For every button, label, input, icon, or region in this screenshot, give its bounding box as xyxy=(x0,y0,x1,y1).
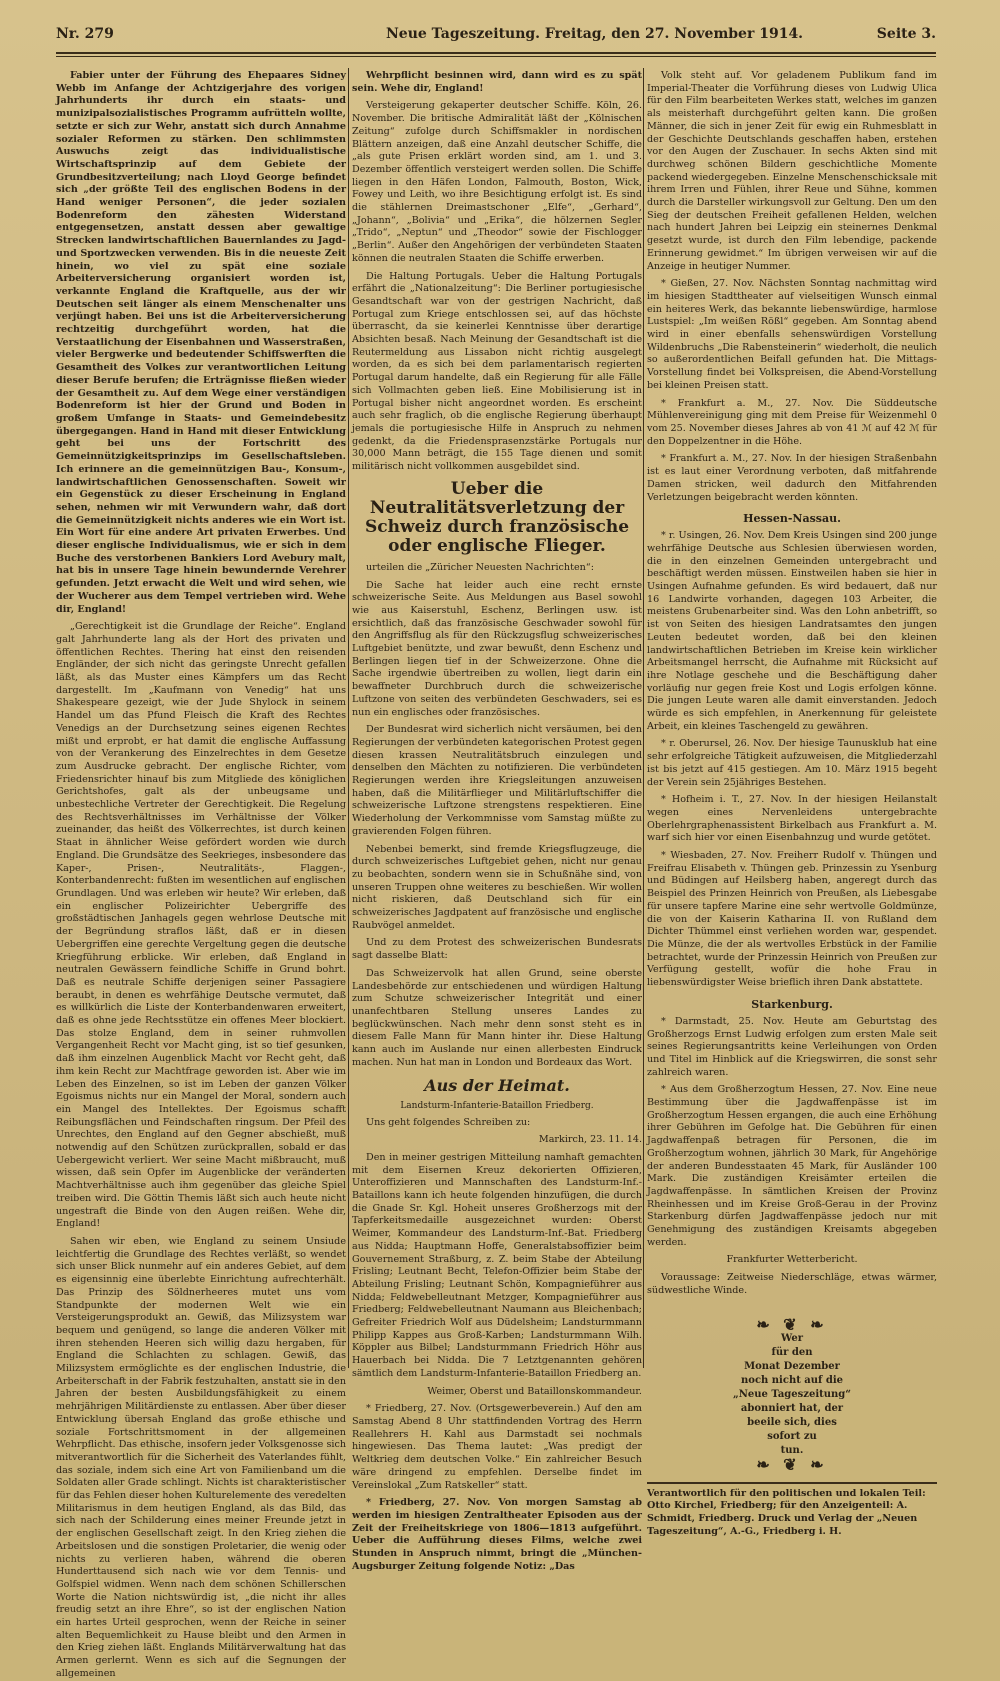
news-item-giessen: * Gießen, 27. Nov. Nächsten Sonntag nachmittag wird im hiesigen Stadttheater auf vielseitigen Wunsch einmal ein heiteres Werk, das bekannte liebenswürdige, harmlose Lustspiel: „Im weißen Rößl“ gegeben. Am Sonntag abend wird in einer ebenfalls sehenswürdigen Vorstellung Wildenbruchs „Die Rabensteinerin“ wiederholt, die neulich so außerordentlichen Beifall gefunden hat. Die Mittags-Vorstellung findet bei Volkspreisen, die Abend-Vorstellung bei kleinen Preisen statt. xyxy=(647,278,937,391)
article-paragraph: urteilen die „Züricher Neuesten Nachrichten“: xyxy=(366,561,594,573)
subscription-notice xyxy=(687,1314,897,1474)
masthead xyxy=(56,20,936,48)
article-paragraph: Und zu dem Protest des schweizerischen Bundesrats sagt dasselbe Blatt: xyxy=(352,937,642,962)
news-item-portugal: Die Haltung Portugals. Ueber die Haltung Portugals erfährt die „Nationalzeitung“: Die Berliner portugiesische Gesandtschaft war von der gestrigen Nachricht, daß Portugal zum Kriege entschlossen sei, auf das höchste überrascht, da sie keinerlei Kenntnisse über derartige Absichten besaß. Nach Meinung der Gesandtschaft ist die Reutermeldung aus Lissabon nicht richtig ausgelegt worden, da es sich bei dem parlamentarisch regierten Portugal darum handelte, daß ein Regierung für alle Fälle sich Vollmachten geben ließ. Eine Mobilisierung ist in Portugal bisher nicht angeordnet worden. Es erscheint auch sehr fraglich, ob die englische Regierung überhaupt jemals die portugiesische Hilfe in Anspruch zu nehmen gedenkt, da die Friedensprasenzstärke Portugals nur 30,000 Mann beträgt, die 155 Tage dienen und somit militärisch nicht vollkommen ausgebildet sind. xyxy=(352,270,642,473)
news-item-auction: Versteigerung gekaperter deutscher Schiffe. Köln, 26. November. Die britische Admiralität läßt der „Kölnischen Zeitung“ zufolge durch Schiffsmakler in nordischen Blättern anzeigen, daß eine Anzahl deutscher Schiffe, die „als gute Prisen erklärt worden sind, am 1. und 3. Dezember öffentlich versteigert werden sollen. Die Schiffe liegen in den Häfen London, Falmouth, Boston, Wick, Fowey und Leith, wo ihre Besichtigung erfolgt ist. Es sind die stählernen Dreimastschoner „Elfe“, „Gerhard“, „Johann“, „Bolivia“ und „Erika“, die hölzernen Segler „Trido“, „Neptun“ und „Theodor“ sowie der Fischlogger „Berlin“. Außer den Angehörigen der verbündeten Staaten können die neutralen Staaten die Schiffe erwerben. xyxy=(352,100,642,264)
notice-line: sofort zu xyxy=(767,1430,817,1442)
news-item-hofheim: * Hofheim i. T., 27. Nov. In der hiesigen Heilanstalt wegen eines Nervenleidens untergebrachte Oberlehrgraphenassistent Birkelbach aus Frankfurt a. M. warf sich hier vor einen Eisenbahnzug und wurde getötet. xyxy=(647,794,937,844)
article-paragraph: Den in meiner gestrigen Mitteilung namhaft gemachten mit dem Eisernen Kreuz dekorierten Offizieren, Unteroffizieren und Mannschaften des Landsturm-Inf.-Bataillons kann ich heute folgenden hinzufügen, die durch die Gnade Sr. Kgl. Hoheit unseres Großherzogs mit der Tapferkeitsmedaille ausgezeichnet wurden: Oberst Weimer, Kommandeur des Landsturm-Inf.-Bat. Friedberg aus Nidda; Hauptmann Hoffe, Generalstabsoffizier beim Gouvernement Straßburg, z. Z. beim Stabe der Abteilung Frisling; Leutnant Becht, Telefon-Offizier beim Stabe der Abteilung Frisling; Leutnant Schön, Kompagnieführer aus Nidda; Feldwebelleutnant Metzger, Kompagnieführer aus Friedberg; Feldwebelleutnant Naumann aus Bleichenbach; Gefreiter Friedrich Wolf aus Düdelsheim; Landsturmmann Philipp Kappes aus Groß-Karben; Landsturmmann Wilh. Köppler aus Bilbel; Landsturmmann Friedrich Höhr aus Hauerbach bei Nidda. Die 7 Letztgenannten gehören sämtlich dem Landsturm-Infanterie-Bataillon Friedberg an. xyxy=(352,1151,642,1379)
notice-line: Wer xyxy=(780,1332,804,1344)
notice-line: Monat Dezember xyxy=(744,1360,840,1372)
article-paragraph: Das Schweizervolk hat allen Grund, seine oberste Landesbehörde zur entschiedenen und würdigen Haltung zum Schutze schweizerischer Integrität und einer unanfechtbaren Stellung unseres Landes zu beglückwünschen. Nach mehr denn sonst steht es in diesem Falle Mann für Mann hinter ihr. Diese Haltung kann auch im Auslande nur einen allerbesten Eindruck machen. Nun hat man in London und Bordeaux das Wort. xyxy=(352,967,642,1068)
news-item-usingen: * r. Usingen, 26. Nov. Dem Kreis Usingen sind 200 junge wehrfähige Deutsche aus Schlesien überwiesen worden, die in den einzelnen Gemeinden untergebracht und beschäftigt werden müssen. Einstweilen haben sie hier in Usingen Aufnahme gefunden. Es wird bedauert, daß nur 16 Landwirte vorhanden, dagegen 103 Arbeiter, die meistens Grubenarbeiter sind. Was den Lohn anbetrifft, so ist von Seiten des hiesigen Landratsamtes den jungen Leuten bedeutet worden, daß bei den kleinen landwirtschaftlichen Betrieben im Kreise kein wirklicher Arbeitsmangel herrscht, die Aufnahme mit Rücksicht auf ihre Notlage geschehe und die Beschäftigung daher vorläufig nur gegen freie Kost und Logis erfolgen könne. Die jungen Leute waren alle damit einverstanden. Jedoch würde es sich empfehlen, in Anerkennung für geleistete Arbeit, ein kleines Taschengeld zu gewähren. xyxy=(647,530,937,732)
masthead-rule-thin xyxy=(56,56,936,57)
news-item-wiesbaden: * Wiesbaden, 27. Nov. Freiherr Rudolf v. Thüngen und Freifrau Elisabeth v. Thüngen geb. Prinzessin zu Ysenburg und Büdingen auf Heilsberg haben, angeregt durch das Beispiel des Prinzen Heinrich von Preußen, als Liebesgabe für unsere tapfere Marine eine sehr wertvolle Goldmünze, die von der Kaiserin Katharina II. von Rußland dem Dichter Thümmel einst verliehen worden war, gespendet. Die Münze, die der als wertvolles Erbstück in der Familie betrachtet, wurde der Prinzessin Heinrich von Preußen zur Verfügung gestellt, wofür die hohe Frau in liebenswürdigster Weise brieflich ihren Dank abstattete. xyxy=(647,850,937,989)
page-number: Seite 3. xyxy=(876,26,936,42)
signature: Weimer, Oberst und Bataillonskommandeur. xyxy=(427,1385,642,1397)
article-paragraph: Fabier unter der Führung des Ehepaares Sidney Webb im Anfange der Achtzigerjahre des vorigen Jahrhunderts ihr durch ein staats- und munizipalsozialistisches Programm aufrütteln wollte, setzte er sich zur Wehr, anstatt sich durch Annahme sozialer Reformen zu stärken. Den schlimmsten Auswuchs zeigt das individualistische Wirtschaftsprinzip auf dem Gebiete der Grundbesitzverteilung; nach Lloyd George befindet sich „der größte Teil des englischen Bodens in der Hand weniger Personen“, die jeder sozialen Bodenreform den zähesten Widerstand entgegensetzen, anstatt dessen aber gewaltige Strecken landwirtschaftlichen Bauernlandes zu Jagd- und Sportzwecken verwenden. Bis in die neueste Zeit hinein, wo viel zu spät eine soziale Arbeiterversicherung organisiert worden ist, verkannte England die Kraftquelle, aus der wir Deutschen seit länger als einem Menschenalter uns verjüngt haben. Bei uns ist die Arbeiterversicherung rechtzeitig durchgeführt worden, hat die Verstaatlichung der Eisenbahnen und Wasserstraßen, vieler Bergwerke und bedeutender Schiffswerften die Gesamtheit des Volkes zur verantwortlichen Leitung dieser Berufe berufen; die Erträgnisse fließen wieder der Gesamtheit zu. Auf dem Wege einer verständigen Bodenreform ist hier der Grund und Boden in großem Umfange in Staats- und Gemeindebesitz übergegangen. Hand in Hand mit dieser Entwicklung geht bei uns der Fortschritt des Gemeinnützigkeitsprinzips im Gesellschaftsleben. Ich erinnere an die gemeinnützigen Bau-, Konsum-, landwirtschaftlichen Genossenschaften. Soweit wir ein Gegenstück zu dieser Erscheinung in England sehen, nehmen wir mit Verwundern wahr, daß dort die Gemeinnützigkeit nichts anderes wie ein Wort ist. Ein Wort für eine andere Art privaten Erwerbes. Und dieser englische Individualismus, wie er sich in dem Buche des verstorbenen Bankiers Lord Avebury malt, hat bis in unsere Tage hinein bewundernde Verehrer gefunden. Jetzt erwacht die Welt und wird sehen, wie der Wucherer aus dem Tempel vertrieben wird. Wehe dir, England! xyxy=(56,70,346,615)
article-paragraph: Die Sache hat leider auch eine recht ernste schweizerische Seite. Aus Meldungen aus Basel sowohl wie aus Kaiserstuhl, Eschenz, Berlingen usw. ist ersichtlich, daß das französische Geschwader sowohl für den Angriffsflug als für den Rückzugsflug schweizerisches Luftgebiet benützte, und zwar bewußt, denn Eschenz und Berlingen liegen tief in der Schweizerzone. Ohne die Sache irgendwie übertreiben zu wollen, liegt darin ein bewaffneter Durchbruch durch die schweizerische Luftzone von seiten des verbündeten Geschwaders, sei es nun ein englisches oder französisches. xyxy=(352,579,642,718)
notice-line: beeile sich, dies xyxy=(747,1416,837,1428)
article-paragraph: Sahen wir eben, wie England zu seinem Unsiude leichtfertig die Grundlage des Rechtes verläßt, so wendet sich unser Blick nunmehr auf ein anderes Gebiet, auf dem es eigensinnig eine überlebte Einrichtung aufrechterhält. Das Prinzip des Söldnerheeres mutet uns vom Standpunkte der modernen Welt wie ein Versteigerungsprodukt an. Gewiß, das Milizsystem war bequem und genügend, so lange die anderen Völker mit ihren stehenden Heeren sich willig dazu hergaben, für England die Schlachten zu schlagen. Gewiß, das Milizsystem ermöglichte es der englischen Industrie, die Arbeiterschaft in der Fabrik festzuhalten, anstatt sie in den Jahren der besten Ausbildungsfähigkeit zu einem mehrjährigen Militärdienste zu entlassen. Aber über dieser Entwicklung übersah England das große ethische und soziale Fortschrittsmoment in der allgemeinen Wehrpflicht. Das ethische, insofern jeder Volksgenosse sich mitverantwortlich für die Sicherheit des Vaterlandes fühlt, das soziale, indem sich eine Art von Familienband um die Soldaten aller Grade schlingt. Nichts ist charakteristischer für das Fehlen dieser hohen Kulturelemente des veredelten Militarismus in dem heutigen England, als das Bild, das sich nach der Schilderung eines meiner Freunde jetzt in der englischen Gesellschaft zeigt. In den Krieg ziehen die Arbeitslosen und die sonstigen Proletarier, die wenig oder nichts zu verlieren haben, während die oberen Hunderttausend sich nach wie vor dem Tennis- und Golfspiel widmen. Wenn nach dem schönen Schillerschen Worte die Nation nichtswürdig ist, „die nicht ihr alles freudig setzt an ihre Ehre“, so ist der englischen Nation ein hartes Urteil gesprochen, wenn der Reiche in seiner alten Bequemlichkeit zu Hause bleibt und den Armen in den Krieg ziehen läßt. Englands Militärverwaltung hat das Armen gerlernt. Wenn es sich auf die Segnungen der allgemeinen xyxy=(56,1235,346,1679)
issue-number: Nr. 279 xyxy=(56,26,114,42)
column-2 xyxy=(352,70,643,1572)
notice-line: abonniert hat, der xyxy=(740,1402,844,1414)
section-subheading: Landsturm-Infanterie-Bataillon Friedberg. xyxy=(400,1100,594,1111)
article-paragraph: „Gerechtigkeit ist die Grundlage der Reiche“. England galt Jahrhunderte lang als der Hort des privaten und öffentlichen Rechtes. Thering hat einst den reisenden Engländer, der sich nicht das geringste Unrecht gefallen läßt, als das Muster eines Kämpfers um das Recht dargestellt. Im „Kaufmann von Venedig“ hat uns Shakespeare gezeigt, wie der Jude Shylock in seinem Handel um das Pfund Fleisch die Kraft des Rechtes Venedigs an der Durchsetzung seines eigenen Rechtes mißt und erprobt, er hat damit die englische Auffassung von der Verankerung des Einzelrechtes in dem Gesetze zum Ausdrucke gebracht. Der englische Richter, vom Friedensrichter hinauf bis zum Mitgliede des königlichen Gerichtshofes, galt als der unbeugsame und unbestechliche Vertreter der Gerechtigkeit. Die Regelung des Rechtsverhältnisses im Verhältnisse der Völker zueinander, das heißt des Völkerrechtes, ist durch keinen Staat in ähnlicher Weise gefördert worden wie durch England. Die Grundsätze des Seekrieges, insbesondere das Kaper-, Prisen-, Neutralitäts-, Flaggen-, Konterbandenrecht: fußten im wesentlichen auf englischen Grundlagen. Und was erleben wir heute? Wir erleben, daß ein englischer Polizeirichter Uebergriffe des großstädtischen Janhagels gegen wehrlose Deutsche mit der Begründung straflos läßt, daß er in diesen Uebergriffen eine gerechte Vergeltung gegen die deutsche Kriegführung erblicke. Wir erleben, daß England in neutralen Gewässern feindliche Schiffe in Grund bohrt. Daß es neutrale Schiffe derjenigen seiner Passagiere beraubt, in denen es wehrfähige Deutsche vermutet, daß es willkürlich die Liste der Konterbandenwaren erweitert, daß es ohne jede Rechtsstütze ein offenes Meer blockiert. Das stolze England, dem in seiner ruhmvollen Vergangenheit Recht vor Macht ging, ist so tief gesunken, daß ihm einzelnen Augenblick Macht vor Recht geht, daß ihm kein Recht zur Machtfrage geworden ist. Aber wie im Leben des Einzelnen, so ist im Leben der ganzen Völker Egoismus nichts nur ein Mangel der Moral, sondern auch ein Mangel des Intellektes. Der Egoismus schafft Reibungsflächen und Feindschaften ringsum. Der Pfeil des Unrechtes, den England auf den Gegner abschießt, muß notwendig auf den Schützen zurückprallen, sobald er das Uebergewicht verliert. Wer seine Macht mißbraucht, muß wissen, daß sein Opfer im Augenblicke der veränderten Machtverhältnisse auch ihm gegenüber das gleiche Spiel treiben wird. Die Göttin Themis läßt sich auch heute nicht ungestraft die Binde von den Augen reißen. Wehe dir, England! xyxy=(56,621,346,1230)
section-heading-starkenburg: Starkenburg. xyxy=(751,997,833,1011)
imprint: Verantwortlich für den politischen und lokalen Teil: Otto Kirchel, Friedberg; für den Anzeigenteil: A. Schmidt, Friedberg. Druck und Verlag der „Neuen Tageszeitung“, A.-G., Friedberg i. H. xyxy=(647,1482,937,1539)
notice-line: tun. xyxy=(780,1444,804,1456)
news-item-hessen: * Aus dem Großherzogtum Hessen, 27. Nov. Eine neue Bestimmung über die Jagdwaffenpässe ist im Großherzogtum Hessen ergangen, die auch eine Erhöhung ihrer Gebühren im Gefolge hat. Die Gebühren für einen Jagdwaffenpaß betragen für Personen, die im Großherzogtum wohnen, jährlich 30 Mark, für Angehörige der anderen Bundesstaaten 45 Mark, für Ausländer 100 Mark. Die zuständigen Kreisämter erteilen die Jagdwaffenpässe. In sämtlichen Kreisen der Provinz Rheinhessen und im Kreise Groß-Gerau in der Provinz Starkenburg dürfen Jagdwaffenpässe jedoch nur mit Genehmigung des zuständigen Kreisamts abgegeben werden. xyxy=(647,1084,937,1248)
headline-neutrality: Ueber die Neutralitätsverletzung der Schweiz durch französische oder englische Flieger. xyxy=(364,478,630,556)
article-paragraph: Wehrpflicht besinnen wird, dann wird es zu spät sein. Wehe dir, England! xyxy=(352,70,642,94)
notice-line: für den xyxy=(771,1346,813,1358)
article-paragraph: Nebenbei bemerkt, sind fremde Kriegsflugzeuge, die durch schweizerisches Luftgebiet gehen, nicht nur genau zu beobachten, sondern wenn sie in Schußnähe sind, von unseren Truppen ohne weiteres zu beschießen. Wir wollen nicht riskieren, daß Deutschland sich für ein schweizerisches Jagdpatent auf französische und englische Raubvögel anmeldet. xyxy=(352,843,642,931)
ornament-top-icon: ❧ ❦ ❧ xyxy=(756,1314,828,1334)
news-item-friedberg: * Friedberg, 27. Nov. (Ortsgewerbeverein.) Auf den am Samstag Abend 8 Uhr stattfindenden Vortrag des Herrn Reallehrers H. Kahl aus Darmstadt sei nochmals hingewiesen. Das Thema lautet: „Was predigt der Weltkrieg dem deutschen Volke.“ Ein zahlreicher Besuch wäre dringend zu empfehlen. Derselbe findet im Vereinslokal „Zum Ratskeller“ statt. xyxy=(352,1403,642,1491)
news-item-frankfurt-1: * Frankfurt a. M., 27. Nov. Die Süddeutsche Mühlenvereinigung ging mit dem Preise für Weizenmehl 0 vom 25. November dieses Jahres ab von 41 ℳ auf 42 ℳ für den Doppelzentner in die Höhe. xyxy=(647,397,937,447)
article-paragraph: Uns geht folgendes Schreiben zu: xyxy=(366,1116,531,1128)
news-item-friedberg-theater: * Friedberg, 27. Nov. Von morgen Samstag ab werden im hiesigen Zentraltheater Episoden aus der Zeit der Freiheitskriege von 1806—1813 aufgeführt. Ueber die Aufführung dieses Films, welche zwei Stunden in Anspruch nimmt, bringt die „München-Augsburger Zeitung folgende Notiz: „Das xyxy=(352,1497,642,1572)
article-paragraph: Der Bundesrat wird sicherlich nicht versäumen, bei den Regierungen der verbündeten kategorischen Protest gegen diesen krassen Neutralitätsbruch einzulegen und denselben den Mächten zu notifizieren. Die verbündeten Regierungen werden ihre Kriegsleitungen anzuweisen haben, daß die Militärflieger und Militärluftschiffer die schweizerische Luftzone strengstens respektieren. Eine Wiederholung der Verkommnisse vom Samstag müßte zu gravierenden Folgen führen. xyxy=(352,724,643,837)
column-divider-1 xyxy=(348,68,349,1368)
notice-line: noch nicht auf die xyxy=(741,1374,843,1386)
ornament-bottom-icon: ❧ ❦ ❧ xyxy=(756,1454,828,1474)
masthead-title-date: Neue Tageszeitung. Freitag, den 27. November 1914. xyxy=(386,26,804,42)
column-1 xyxy=(56,70,346,1679)
column-3 xyxy=(647,70,937,1537)
news-item-frankfurt-2: * Frankfurt a. M., 27. Nov. In der hiesigen Straßenbahn ist es laut einer Verordnung verboten, daß mitfahrende Damen stricken, weil dadurch den Mitfahrenden Verletzungen beigebracht werden könnten. xyxy=(647,453,937,503)
weather-forecast: Voraussage: Zeitweise Niederschläge, etwas wärmer, südwestliche Winde. xyxy=(647,1272,937,1296)
dateline: Markirch, 23. 11. 14. xyxy=(538,1134,642,1146)
news-item-darmstadt: * Darmstadt, 25. Nov. Heute am Geburtstag des Großherzogs Ernst Ludwig erfolgen zum ersten Male seit seines Regierungsantritts keine Verleihungen von Orden und Titel im Hinblick auf die Kriegswirren, die sonst sehr zahlreich waren. xyxy=(647,1015,937,1078)
notice-line: „Neue Tageszeitung“ xyxy=(732,1388,852,1400)
news-item-oberursel: * r. Oberursel, 26. Nov. Der hiesige Taunusklub hat eine sehr erfolgreiche Tätigkeit aufzuweisen, die Mitgliederzahl ist bis jetzt auf 415 gestiegen. Am 10. März 1915 begeht der Verein sein 25jähriges Bestehen. xyxy=(647,738,937,788)
section-heading-hessen-nassau: Hessen-Nassau. xyxy=(743,512,841,526)
section-heading-heimat: Aus der Heimat. xyxy=(424,1075,570,1095)
weather-heading: Frankfurter Wetterbericht. xyxy=(726,1254,858,1266)
article-paragraph: Volk steht auf. Vor geladenem Publikum fand im Imperial-Theater die Vorführung dieses von Ludwig Ulica für den Film bearbeiteten Werkes statt, welches im ganzen als meisterhaft durchgeführt gelten kann. Die großen Männer, die sich in jener Zeit für ewig ein Ruhmesblatt in der Geschichte Deutschlands geschaffen haben, erstehen vor den Augen der Zuschauer. In sechs Akten sind mit durchweg schönen Bildern geschichtliche Momente packend wiedergegeben. Einzelne Menschenschicksale mit ihrem Irren und Fühlen, ihrer Reue und Sühne, kommen durch die Darsteller wirkungsvoll zur Geltung. Den um den Sieg der deutschen Freiheit gefallenen Helden, welchen nach hundert Jahren bei Leipzig ein steinernes Denkmal gesetzt wurde, ist durch den Film lebendige, packende Erinnerung gewidmet.“ Im übrigen verweisen wir auf die Anzeige in heutiger Nummer. xyxy=(647,70,937,272)
masthead-rule xyxy=(56,52,936,54)
column-divider-2 xyxy=(643,68,644,1368)
